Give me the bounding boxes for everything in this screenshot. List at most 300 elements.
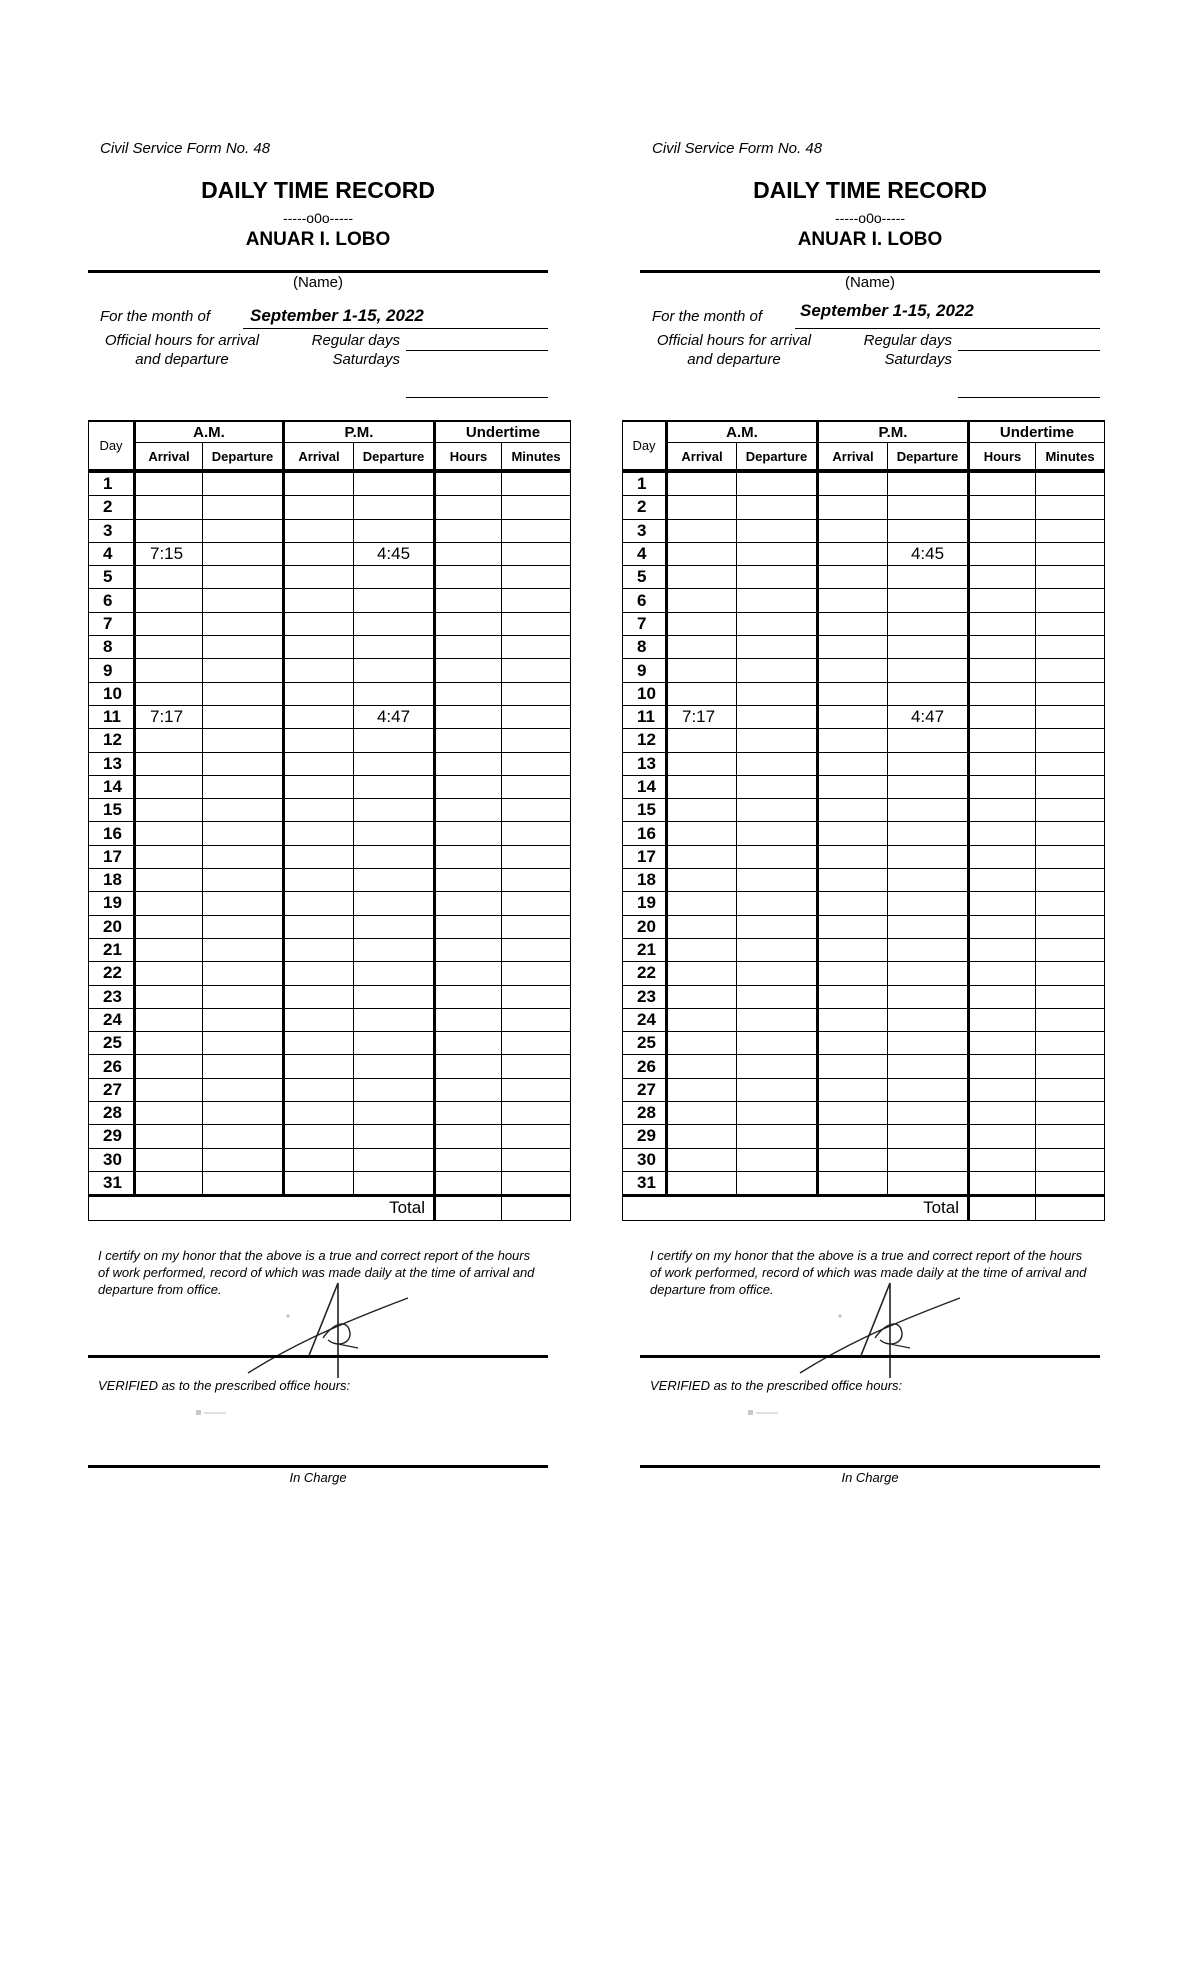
table-row	[89, 985, 571, 1008]
saturdays-line	[406, 397, 548, 398]
am-departure-cell	[737, 752, 818, 775]
undertime-hours-cell	[969, 1078, 1036, 1101]
undertime-minutes-cell	[502, 1055, 571, 1078]
undertime-hours-cell	[435, 752, 502, 775]
form-number: Civil Service Form No. 48	[652, 140, 823, 157]
table-row	[89, 775, 571, 798]
day-number-cell: 24	[89, 1008, 135, 1031]
pm-departure-cell	[888, 1102, 969, 1125]
day-number-cell: 20	[623, 915, 667, 938]
day-number-cell: 5	[623, 566, 667, 589]
am-departure-cell	[737, 1008, 818, 1031]
day-number-cell: 22	[623, 962, 667, 985]
undertime-minutes-cell	[502, 985, 571, 1008]
undertime-minutes-cell	[1036, 845, 1105, 868]
undertime-hours-cell	[969, 799, 1036, 822]
pm-header: P.M.	[818, 421, 969, 443]
day-number-cell: 24	[623, 1008, 667, 1031]
day-number-cell: 9	[623, 659, 667, 682]
pm-departure-cell	[354, 612, 435, 635]
pm-departure-cell	[354, 729, 435, 752]
undertime-minutes-header: Minutes	[502, 443, 571, 470]
table-row	[623, 1055, 1105, 1078]
am-arrival-cell	[667, 1008, 737, 1031]
pm-arrival-cell	[284, 985, 354, 1008]
dtr-table-right	[622, 420, 1105, 1221]
undertime-header: Undertime	[435, 421, 571, 443]
undertime-hours-cell	[969, 496, 1036, 519]
undertime-minutes-cell	[1036, 1032, 1105, 1055]
undertime-hours-cell	[969, 682, 1036, 705]
pm-departure-cell	[888, 752, 969, 775]
am-departure-cell	[203, 1125, 284, 1148]
in-charge-label: In Charge	[289, 1470, 347, 1485]
day-number-cell: 10	[89, 682, 135, 705]
pm-departure-cell	[354, 845, 435, 868]
undertime-hours-cell	[435, 845, 502, 868]
day-header: Day	[623, 421, 667, 470]
am-departure-cell	[203, 962, 284, 985]
title-separator: -----o0o-----	[283, 210, 353, 226]
total-minutes-cell	[502, 1196, 571, 1220]
day-number-cell: 14	[89, 775, 135, 798]
official-hours-label-line2: and departure	[687, 351, 781, 368]
pm-departure-cell	[888, 1032, 969, 1055]
undertime-hours-cell	[435, 589, 502, 612]
day-number-cell: 13	[623, 752, 667, 775]
am-departure-cell	[203, 729, 284, 752]
pm-arrival-cell	[284, 589, 354, 612]
am-departure-cell	[737, 636, 818, 659]
day-number-cell: 9	[89, 659, 135, 682]
name-line	[640, 270, 1100, 273]
pm-departure-cell	[888, 659, 969, 682]
month-label: For the month of	[652, 308, 763, 325]
am-departure-cell	[737, 1171, 818, 1195]
official-hours-label	[654, 331, 814, 369]
day-number-cell: 23	[89, 985, 135, 1008]
pm-arrival-cell	[284, 472, 354, 496]
month-value: September 1-15, 2022	[250, 306, 424, 325]
month-label: For the month of	[100, 308, 211, 325]
am-arrival-cell	[667, 1148, 737, 1171]
undertime-minutes-cell	[1036, 1171, 1105, 1195]
undertime-hours-cell	[435, 636, 502, 659]
pm-arrival-cell	[818, 519, 888, 542]
verified-text: VERIFIED as to the prescribed office hours:	[98, 1378, 351, 1393]
am-arrival-cell	[135, 496, 203, 519]
undertime-minutes-cell	[1036, 1102, 1105, 1125]
undertime-minutes-cell	[1036, 612, 1105, 635]
am-departure-cell	[203, 1032, 284, 1055]
am-departure-cell	[737, 472, 818, 496]
pm-arrival-header: Arrival	[284, 443, 354, 470]
am-departure-cell	[203, 472, 284, 496]
undertime-hours-cell	[435, 962, 502, 985]
pm-departure-cell	[354, 752, 435, 775]
am-departure-cell	[203, 659, 284, 682]
pm-arrival-cell	[284, 705, 354, 728]
pm-arrival-cell	[818, 636, 888, 659]
table-row	[623, 892, 1105, 915]
table-row	[89, 1055, 571, 1078]
table-row	[623, 566, 1105, 589]
pm-arrival-cell	[818, 682, 888, 705]
undertime-minutes-cell	[502, 705, 571, 728]
undertime-minutes-cell	[1036, 775, 1105, 798]
undertime-hours-cell	[435, 915, 502, 938]
pm-arrival-cell	[284, 1171, 354, 1195]
undertime-minutes-cell	[502, 682, 571, 705]
pm-departure-cell	[354, 659, 435, 682]
pm-departure-cell	[354, 1125, 435, 1148]
undertime-minutes-cell	[502, 589, 571, 612]
am-arrival-cell	[135, 589, 203, 612]
am-arrival-cell	[135, 869, 203, 892]
pm-arrival-cell	[818, 1032, 888, 1055]
pm-arrival-cell	[818, 1125, 888, 1148]
am-departure-cell	[737, 682, 818, 705]
pm-arrival-cell	[284, 1008, 354, 1031]
official-hours-label-line1: Official hours for arrival	[656, 332, 812, 349]
table-row	[89, 1148, 571, 1171]
table-row	[89, 682, 571, 705]
pm-arrival-cell	[284, 729, 354, 752]
undertime-hours-cell	[969, 915, 1036, 938]
pm-departure-cell	[354, 822, 435, 845]
undertime-hours-cell	[969, 705, 1036, 728]
pm-departure-cell	[888, 729, 969, 752]
pm-arrival-cell	[818, 915, 888, 938]
pm-departure-cell	[354, 1078, 435, 1101]
undertime-minutes-cell	[502, 1008, 571, 1031]
in-charge-label: In Charge	[841, 1470, 899, 1485]
am-departure-cell	[737, 659, 818, 682]
pm-departure-cell	[888, 822, 969, 845]
undertime-minutes-cell	[502, 775, 571, 798]
table-row	[89, 845, 571, 868]
pm-arrival-cell	[284, 566, 354, 589]
am-departure-cell	[203, 682, 284, 705]
pm-arrival-cell	[284, 752, 354, 775]
day-number-cell: 11	[89, 705, 135, 728]
am-arrival-cell	[135, 892, 203, 915]
pm-departure-cell	[354, 938, 435, 961]
pm-arrival-cell	[818, 1102, 888, 1125]
undertime-hours-cell	[435, 729, 502, 752]
am-arrival-cell	[135, 962, 203, 985]
day-number-cell: 1	[623, 472, 667, 496]
am-arrival-cell	[135, 1171, 203, 1195]
table-row	[623, 985, 1105, 1008]
day-number-cell: 29	[89, 1125, 135, 1148]
undertime-hours-cell	[969, 775, 1036, 798]
am-arrival-cell	[135, 566, 203, 589]
am-arrival-cell	[135, 1008, 203, 1031]
day-number-cell: 28	[89, 1102, 135, 1125]
pm-arrival-cell	[818, 612, 888, 635]
regular-days-label: Regular days	[863, 332, 952, 349]
pm-arrival-cell	[818, 1008, 888, 1031]
undertime-header: Undertime	[969, 421, 1105, 443]
pm-departure-cell	[888, 799, 969, 822]
table-row	[89, 612, 571, 635]
am-arrival-cell	[667, 775, 737, 798]
table-row	[623, 1008, 1105, 1031]
undertime-hours-cell	[435, 1055, 502, 1078]
table-row	[623, 472, 1105, 496]
table-row	[623, 938, 1105, 961]
day-number-cell: 25	[623, 1032, 667, 1055]
day-number-cell: 19	[89, 892, 135, 915]
am-departure-cell	[737, 705, 818, 728]
am-departure-cell	[737, 566, 818, 589]
undertime-minutes-cell	[1036, 589, 1105, 612]
pm-departure-cell	[888, 938, 969, 961]
in-charge-line	[640, 1465, 1100, 1468]
am-arrival-cell	[667, 682, 737, 705]
pm-arrival-cell	[284, 519, 354, 542]
total-row	[89, 1196, 571, 1220]
am-header: A.M.	[667, 421, 818, 443]
am-departure-cell	[737, 589, 818, 612]
day-number-cell: 15	[623, 799, 667, 822]
pm-arrival-cell	[284, 1055, 354, 1078]
am-arrival-cell	[667, 1078, 737, 1101]
name-line	[88, 270, 548, 273]
table-row	[89, 589, 571, 612]
pm-departure-cell	[888, 985, 969, 1008]
dtr-table-header	[622, 420, 1105, 470]
day-number-cell: 8	[623, 636, 667, 659]
am-arrival-cell	[667, 472, 737, 496]
undertime-minutes-cell	[502, 659, 571, 682]
am-departure-cell	[737, 496, 818, 519]
undertime-minutes-cell	[502, 1032, 571, 1055]
table-row	[623, 1078, 1105, 1101]
am-arrival-cell: 7:17	[667, 705, 737, 728]
day-number-cell: 8	[89, 636, 135, 659]
am-departure-cell	[203, 799, 284, 822]
regular-days-block	[278, 331, 400, 369]
undertime-minutes-cell	[502, 472, 571, 496]
undertime-hours-cell	[435, 1078, 502, 1101]
pm-departure-cell	[888, 612, 969, 635]
stamp-mark	[748, 1410, 780, 1416]
table-row	[89, 869, 571, 892]
table-row	[623, 612, 1105, 635]
am-departure-cell	[737, 1102, 818, 1125]
undertime-hours-cell	[435, 705, 502, 728]
pm-arrival-cell	[284, 799, 354, 822]
am-departure-cell	[737, 612, 818, 635]
regular-days-line	[958, 350, 1100, 351]
am-arrival-cell	[135, 822, 203, 845]
am-arrival-cell	[667, 542, 737, 565]
undertime-hours-cell	[969, 962, 1036, 985]
am-departure-cell	[737, 822, 818, 845]
day-number-cell: 4	[623, 542, 667, 565]
day-number-cell: 25	[89, 1032, 135, 1055]
day-header: Day	[89, 421, 135, 470]
stamp-mark	[196, 1410, 228, 1416]
pm-departure-cell	[888, 1055, 969, 1078]
pm-departure-cell	[888, 566, 969, 589]
total-label: Total	[623, 1196, 969, 1220]
undertime-hours-cell	[969, 519, 1036, 542]
pm-header: P.M.	[284, 421, 435, 443]
table-row	[623, 822, 1105, 845]
undertime-hours-cell	[969, 636, 1036, 659]
pm-arrival-cell	[818, 938, 888, 961]
am-arrival-cell	[135, 729, 203, 752]
pm-arrival-cell	[818, 542, 888, 565]
pm-departure-cell	[888, 962, 969, 985]
am-arrival-cell	[135, 985, 203, 1008]
undertime-hours-cell	[435, 799, 502, 822]
month-line	[795, 328, 1100, 329]
am-departure-cell	[203, 1078, 284, 1101]
am-arrival-cell	[667, 659, 737, 682]
day-number-cell: 31	[89, 1171, 135, 1195]
form-title: DAILY TIME RECORD	[201, 177, 435, 203]
am-departure-cell	[737, 1032, 818, 1055]
am-departure-cell	[737, 1078, 818, 1101]
day-number-cell: 2	[623, 496, 667, 519]
certification-text: I certify on my honor that the above is a true and correct report of the hours of work performed, record of which was made daily at the time of arrival and departure from office.	[650, 1248, 1087, 1297]
pm-arrival-cell	[284, 682, 354, 705]
undertime-minutes-cell	[502, 1125, 571, 1148]
table-row	[623, 962, 1105, 985]
saturdays-line	[958, 397, 1100, 398]
am-arrival-cell	[667, 845, 737, 868]
table-row	[89, 659, 571, 682]
pm-arrival-cell	[818, 589, 888, 612]
undertime-minutes-cell	[1036, 705, 1105, 728]
undertime-hours-cell	[435, 519, 502, 542]
undertime-minutes-cell	[1036, 892, 1105, 915]
undertime-hours-cell	[435, 496, 502, 519]
table-row	[89, 1078, 571, 1101]
pm-arrival-header: Arrival	[818, 443, 888, 470]
am-departure-cell	[203, 869, 284, 892]
am-departure-cell	[203, 938, 284, 961]
pm-departure-cell: 4:45	[354, 542, 435, 565]
table-row	[89, 752, 571, 775]
am-arrival-cell	[667, 496, 737, 519]
day-number-cell: 12	[89, 729, 135, 752]
day-number-cell: 17	[89, 845, 135, 868]
undertime-minutes-cell	[1036, 799, 1105, 822]
am-arrival-cell	[135, 636, 203, 659]
day-number-cell: 7	[623, 612, 667, 635]
am-departure-cell	[203, 612, 284, 635]
am-arrival-cell	[667, 938, 737, 961]
dtr-form-right	[632, 0, 1200, 1500]
am-departure-cell	[203, 519, 284, 542]
dtr-table-left	[88, 420, 571, 1221]
undertime-minutes-cell	[1036, 682, 1105, 705]
am-departure-cell	[203, 496, 284, 519]
day-number-cell: 31	[623, 1171, 667, 1195]
pm-arrival-cell	[818, 985, 888, 1008]
day-number-cell: 14	[623, 775, 667, 798]
pm-arrival-cell	[818, 496, 888, 519]
pm-departure-cell	[888, 589, 969, 612]
pm-departure-cell	[354, 566, 435, 589]
table-row	[623, 869, 1105, 892]
pm-arrival-cell	[818, 729, 888, 752]
am-arrival-cell	[135, 659, 203, 682]
pm-departure-cell	[354, 472, 435, 496]
am-departure-cell	[203, 822, 284, 845]
table-row	[89, 799, 571, 822]
undertime-hours-cell	[969, 822, 1036, 845]
am-arrival-cell	[667, 1032, 737, 1055]
undertime-hours-cell	[969, 589, 1036, 612]
pm-departure-cell: 4:45	[888, 542, 969, 565]
undertime-hours-cell	[969, 472, 1036, 496]
table-row	[623, 589, 1105, 612]
name-label: (Name)	[844, 274, 895, 291]
am-departure-cell	[203, 775, 284, 798]
undertime-minutes-cell	[1036, 1148, 1105, 1171]
pm-departure-cell	[354, 775, 435, 798]
table-row	[89, 962, 571, 985]
am-arrival-cell	[135, 612, 203, 635]
undertime-hours-cell	[435, 1032, 502, 1055]
undertime-minutes-cell	[502, 519, 571, 542]
table-row	[623, 1032, 1105, 1055]
undertime-minutes-cell	[502, 542, 571, 565]
day-number-cell: 11	[623, 705, 667, 728]
am-arrival-cell	[667, 752, 737, 775]
day-number-cell: 2	[89, 496, 135, 519]
table-row	[89, 729, 571, 752]
undertime-hours-cell	[969, 985, 1036, 1008]
am-departure-cell	[203, 542, 284, 565]
total-minutes-cell	[1036, 1196, 1105, 1220]
table-row	[89, 915, 571, 938]
in-charge-line	[88, 1465, 548, 1468]
table-row	[89, 705, 571, 728]
undertime-hours-cell	[969, 892, 1036, 915]
undertime-hours-cell	[969, 1055, 1036, 1078]
am-arrival-header: Arrival	[667, 443, 737, 470]
am-arrival-cell	[667, 1102, 737, 1125]
am-arrival-cell	[667, 589, 737, 612]
day-number-cell: 1	[89, 472, 135, 496]
pm-arrival-cell	[284, 1148, 354, 1171]
undertime-hours-cell	[969, 1102, 1036, 1125]
day-number-cell: 16	[89, 822, 135, 845]
day-number-cell: 26	[89, 1055, 135, 1078]
pm-departure-header: Departure	[354, 443, 435, 470]
am-arrival-cell	[667, 869, 737, 892]
am-arrival-cell	[135, 1078, 203, 1101]
pm-departure-cell	[888, 1125, 969, 1148]
table-row	[623, 542, 1105, 565]
undertime-hours-cell	[435, 1102, 502, 1125]
day-number-cell: 4	[89, 542, 135, 565]
pm-departure-cell	[354, 496, 435, 519]
am-departure-cell	[737, 845, 818, 868]
am-arrival-cell	[135, 938, 203, 961]
day-number-cell: 13	[89, 752, 135, 775]
pm-arrival-cell	[284, 822, 354, 845]
official-hours-label	[102, 331, 262, 369]
am-departure-cell	[737, 1148, 818, 1171]
